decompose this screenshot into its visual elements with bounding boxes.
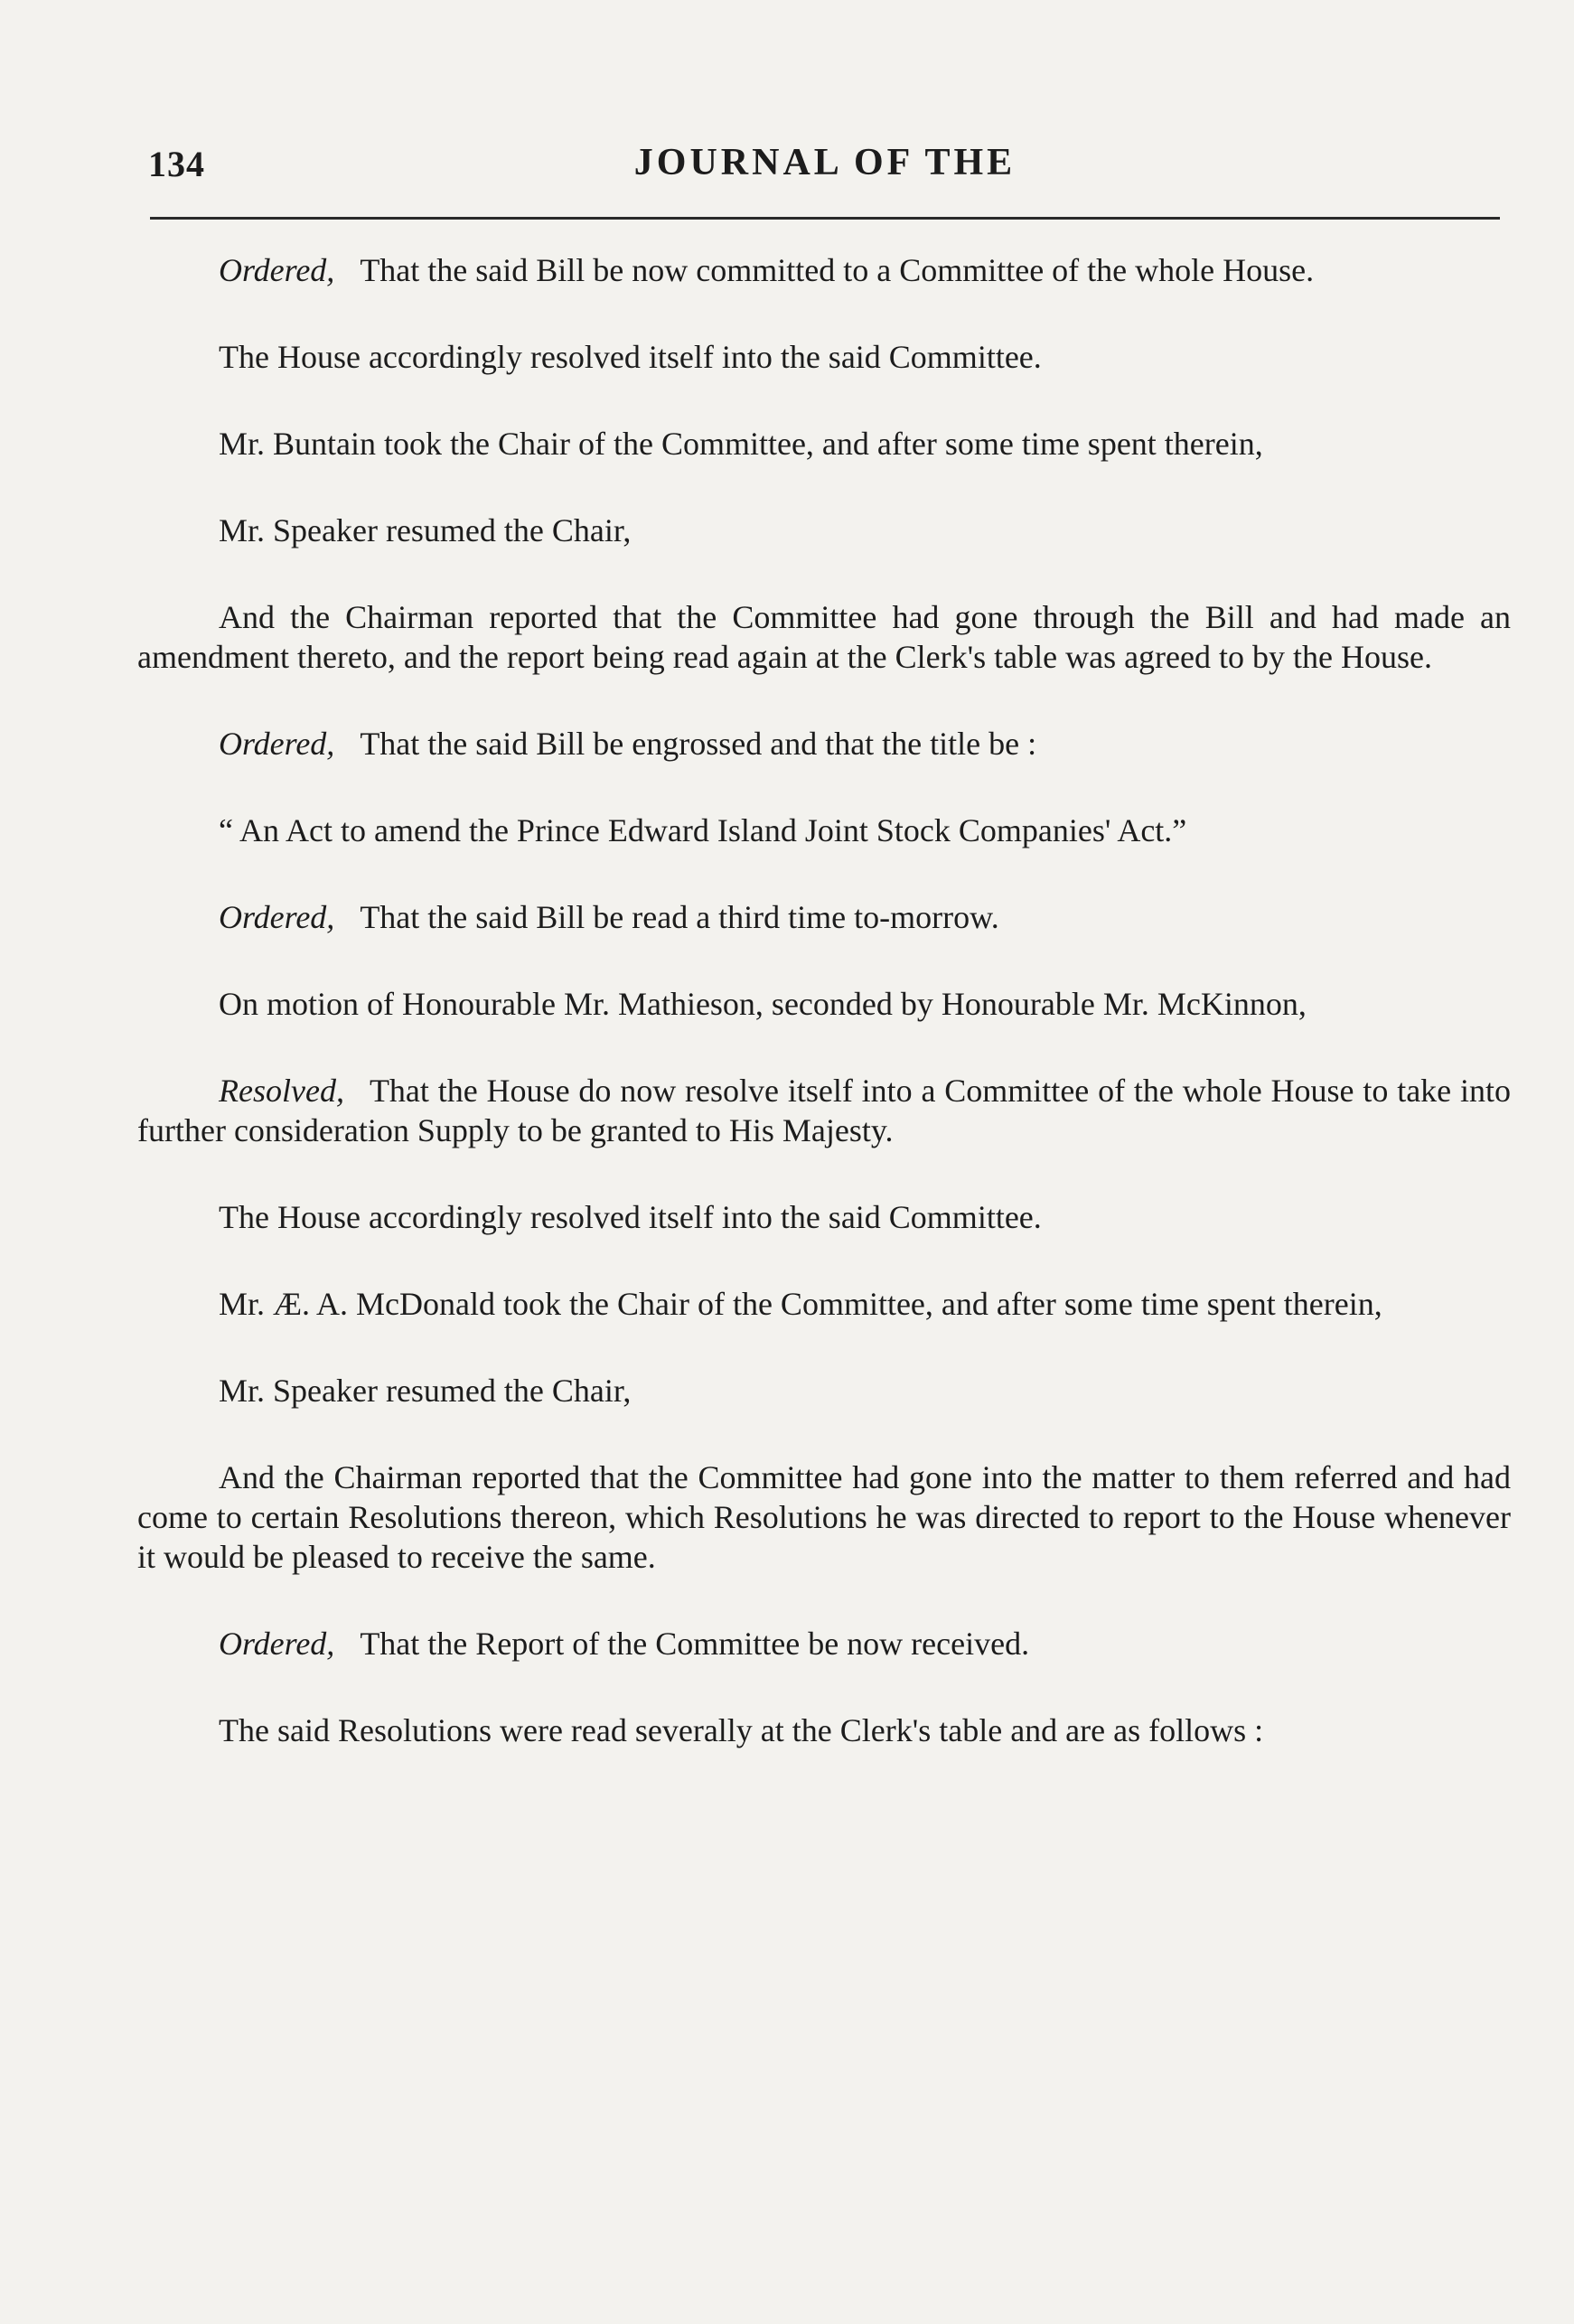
- paragraph-lead: Ordered,: [219, 726, 335, 762]
- paragraph-3: [137, 424, 1511, 464]
- paragraph-text: That the House do now resolve itself into a Committee of the whole House to take into further consideration Supply to be granted to His Majesty.: [137, 1073, 1511, 1148]
- header-rule: [150, 217, 1500, 220]
- paragraph-text: On motion of Honourable Mr. Mathieson, seconded by Honourable Mr. McKinnon,: [219, 986, 1307, 1022]
- paragraph-10: [137, 1071, 1511, 1150]
- paragraph-9: [137, 984, 1511, 1024]
- paragraph-16: [137, 1710, 1511, 1750]
- paragraph-text: That the said Bill be now committed to a Committee of the whole House.: [360, 252, 1315, 288]
- paragraph-12: [137, 1284, 1511, 1324]
- paragraph-text: Mr. Speaker resumed the Chair,: [219, 1373, 632, 1409]
- paragraph-text: That the said Bill be read a third time to-morrow.: [360, 899, 999, 935]
- paragraph-13: [137, 1371, 1511, 1410]
- paragraph-lead: Ordered,: [219, 252, 335, 288]
- paragraph-8: [137, 897, 1511, 937]
- page-number: 134: [148, 144, 205, 184]
- paragraph-11: [137, 1197, 1511, 1237]
- paragraph-text: That the said Bill be engrossed and that the title be :: [360, 726, 1037, 762]
- paragraph-text: “ An Act to amend the Prince Edward Island Joint Stock Companies' Act.”: [219, 812, 1187, 848]
- paragraph-5: [137, 597, 1511, 677]
- paragraph-text: Mr. Buntain took the Chair of the Committee, and after some time spent therein,: [219, 426, 1263, 462]
- paragraph-text: And the Chairman reported that the Committee had gone through the Bill and had made an amendment thereto, and the report being read again at the Clerk's table was agreed to by the House.: [137, 599, 1511, 675]
- paragraph-text: That the Report of the Committee be now received.: [360, 1626, 1030, 1662]
- paragraph-lead: Resolved,: [219, 1073, 344, 1109]
- paragraph-text: Mr. Æ. A. McDonald took the Chair of the Committee, and after some time spent therein,: [219, 1286, 1382, 1322]
- paragraph-6: [137, 724, 1511, 764]
- paragraph-text: Mr. Speaker resumed the Chair,: [219, 512, 632, 548]
- paragraph-1: [137, 250, 1511, 290]
- paragraph-text: The House accordingly resolved itself into the said Committee.: [219, 1199, 1042, 1235]
- paragraph-lead: Ordered,: [219, 1626, 335, 1662]
- paragraph-text: And the Chairman reported that the Committee had gone into the matter to them referred and had come to certain Resolutions thereon, which Resolutions he was directed to report to the House whenever it would be pleased to receive the same.: [137, 1459, 1511, 1575]
- paragraph-4: [137, 511, 1511, 550]
- paragraph-7: [137, 811, 1511, 850]
- journal-body: [137, 250, 1511, 1750]
- page-header: [137, 136, 1513, 190]
- paragraph-lead: Ordered,: [219, 899, 335, 935]
- paragraph-text: The said Resolutions were read severally at the Clerk's table and are as follows :: [219, 1712, 1264, 1748]
- running-head: JOURNAL OF THE: [633, 142, 1017, 183]
- paragraph-14: [137, 1457, 1511, 1577]
- paragraph-text: The House accordingly resolved itself into the said Committee.: [219, 339, 1042, 375]
- paragraph-15: [137, 1624, 1511, 1663]
- paragraph-2: [137, 337, 1511, 377]
